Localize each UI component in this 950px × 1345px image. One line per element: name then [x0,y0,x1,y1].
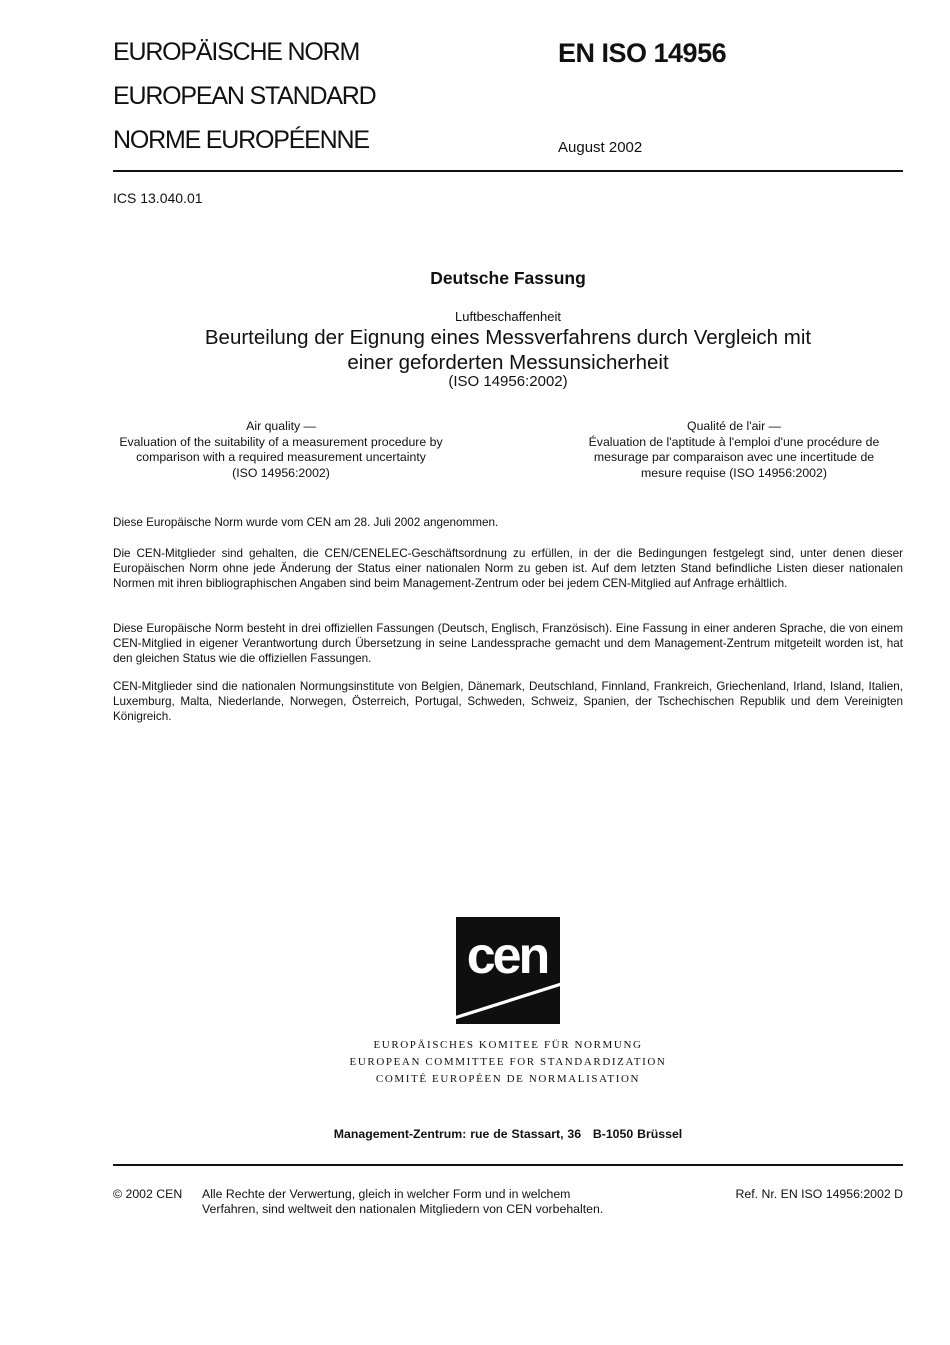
rights-line-1: Alle Rechte der Verwertung, gleich in welcher Form und in welchem [202,1187,571,1201]
french-title-line: mesurage par comparaison avec une incertitude de [593,450,875,464]
english-title [101,419,461,481]
cen-logo-text: cen [466,927,548,985]
french-title-line: Évaluation de l'aptitude à l'emploi d'une procédure de [588,434,880,449]
norm-title-en: EUROPEAN STANDARD [113,82,376,110]
rights-line-2: Verfahren, sind weltweit den nationalen Mitgliedern von CEN vorbehalten. [202,1202,604,1216]
management-centre-address: Management-Zentrum: rue de Stassart, 36 B-1050 Brüssel [333,1127,683,1141]
main-title-line-1: Beurteilung der Eignung eines Messverfahrens durch Vergleich mit [204,326,812,349]
official-versions-paragraph: Diese Europäische Norm besteht in drei offiziellen Fassungen (Deutsch, Englisch, Französisch). Eine Fassung in einer anderen Sprache, die von einem CEN-Mitglied in eigener Verantwortung durch Übersetzung in seine Landessprache gemacht und dem Management-Zentrum mitgeteilt worden ist, hat den gleichen Status wie die offiziellen Fassungen. [113,622,903,665]
copyright: © 2002 CEN [113,1187,183,1201]
norm-title-fr: NORME EUROPÉENNE [113,126,369,154]
main-title [113,325,903,375]
norm-title-de: EUROPÄISCHE NORM [113,38,360,66]
cen-logo-icon [456,917,560,1024]
french-title-line: mesure requise (ISO 14956:2002) [641,465,827,480]
adoption-paragraph: Diese Europäische Norm wurde vom CEN am 28. Juli 2002 angenommen. [113,516,499,529]
main-title-line-2: einer geforderten Messunsicherheit [347,351,669,374]
rights-statement [202,1187,642,1217]
publication-date: August 2002 [558,139,643,156]
member-countries-paragraph: CEN-Mitglieder sind die nationalen Normungsinstitute von Belgien, Dänemark, Deutschland, Finnland, Frankreich, Griechenland, Irland, Island, Italien, Luxemburg, Malta, Niederlande, Norwegen, Österreich, Portugal, Schweden, Schweiz, Spanien, der Tschechischen Republik und dem Vereinigten Königreich. [113,680,903,723]
header-divider [113,170,903,172]
members-obligation-paragraph: Die CEN-Mitglieder sind gehalten, die CEN/CENELEC-Geschäftsordnung zu erfüllen, in der die Bedingungen festgelegt sind, unter denen dieser Europäischen Norm ohne jede Änderung der Status einer nationalen Norm zu geben ist. Auf dem letzten Stand befindliche Listen dieser nationalen Normen mit ihren bibliographischen Angaben sind beim Management-Zentrum oder bei jedem CEN-Mitglied auf Anfrage erhältlich. [113,547,903,590]
english-title-line: (ISO 14956:2002) [232,465,330,480]
ics-code: ICS 13.040.01 [113,190,203,206]
committee-name-de: EUROPÄISCHES KOMITEE FÜR NORMUNG [373,1039,643,1051]
french-title [554,419,914,481]
committee-name-fr: COMITÉ EUROPÉEN DE NORMALISATION [375,1073,641,1085]
subject-label: Luftbeschaffenheit [454,309,561,324]
english-title-line: Air quality — [246,419,316,433]
committee-name-en: EUROPEAN COMMITTEE FOR STANDARDIZATION [349,1056,667,1068]
english-title-line: Evaluation of the suitability of a measurement procedure by [119,434,443,449]
reference-number: Ref. Nr. EN ISO 14956:2002 D [735,1187,903,1201]
standard-number: EN ISO 14956 [558,38,727,68]
english-title-line: comparison with a required measurement uncertainty [136,450,426,464]
iso-reference: (ISO 14956:2002) [448,373,568,390]
footer-divider [113,1164,903,1166]
version-label: Deutsche Fassung [430,268,586,288]
french-title-line: Qualité de l'air — [687,419,781,433]
